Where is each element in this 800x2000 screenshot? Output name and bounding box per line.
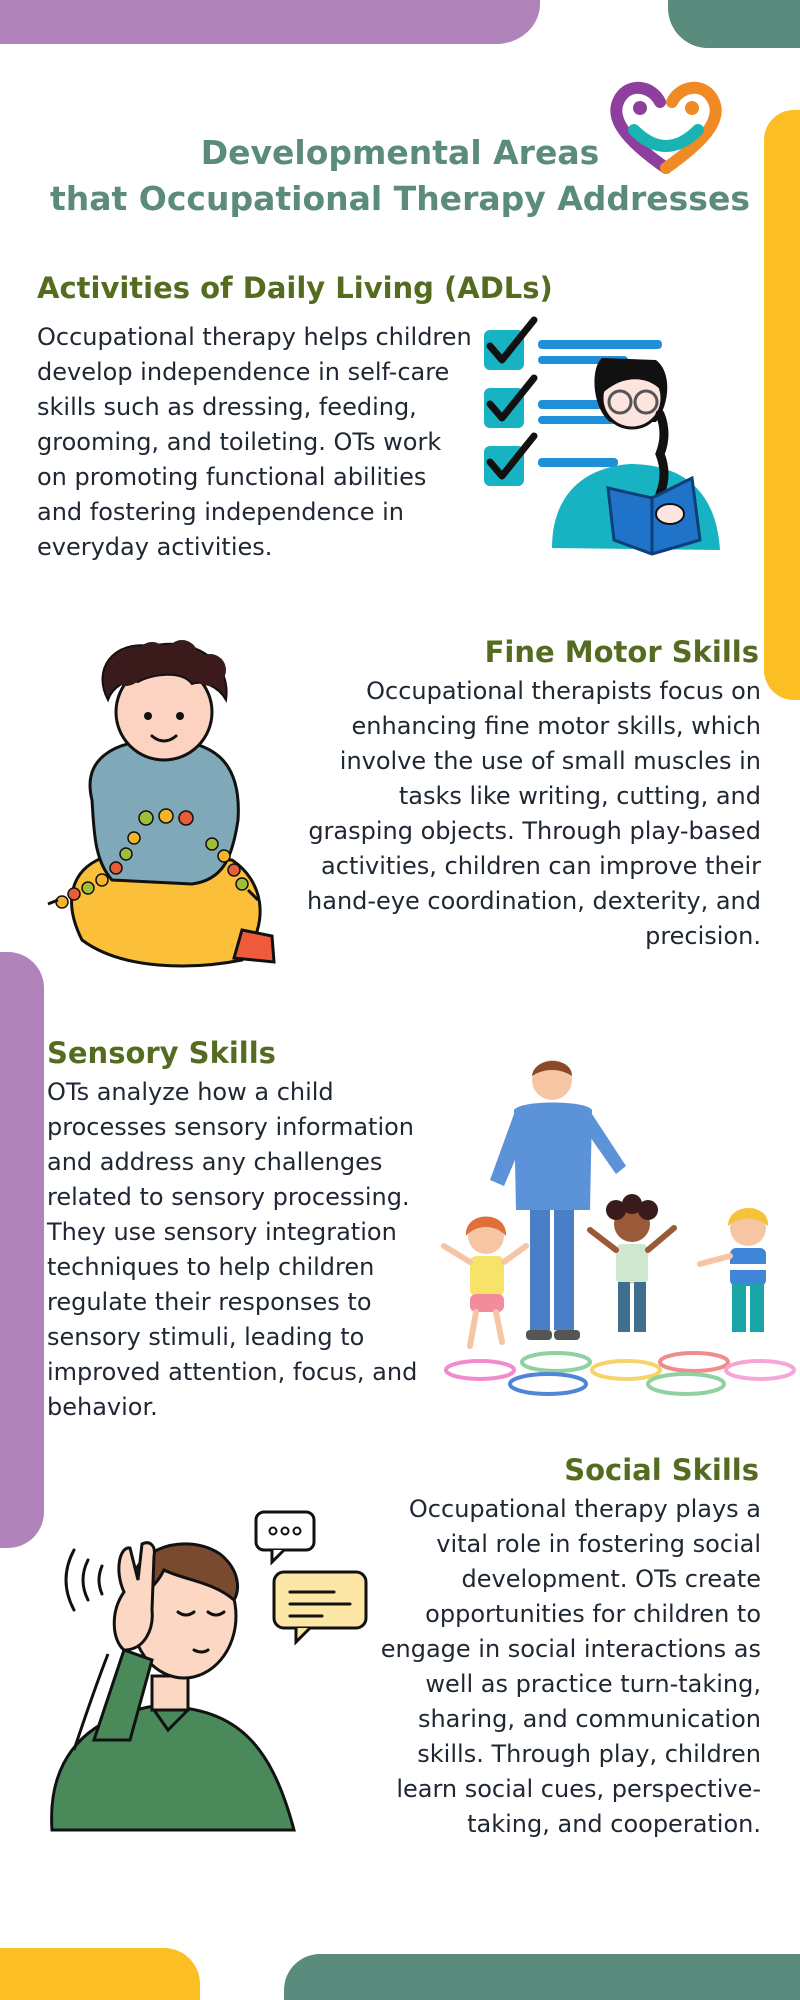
adl-text: Occupational therapy helps children develop independence in self-care skills such as dressing, feeding, grooming, and toileting. OTs work on promoting functional abilities and fostering independence in everyday activities. [37,323,472,561]
social-text: Occupational therapy plays a vital role in fostering social development. OTs create opportunities for children to engage in social interactions as well as practice turn-taking, sharing, and communication skills. Through play, children learn social cues, perspective-taking, and cooperation. [380,1495,761,1838]
title-line-1: Developmental Areas [200,133,600,172]
checklist-reading-woman-icon [480,318,760,568]
bottom-left-yellow-band [0,1948,200,2000]
man-listening-icon [44,1500,374,1840]
bottom-right-teal-band [284,1954,800,2000]
top-right-teal-band [668,0,800,48]
top-left-purple-band [0,0,540,44]
left-purple-bar [0,952,44,1548]
fine-motor-heading: Fine Motor Skills [484,635,759,669]
adl-heading: Activities of Daily Living (ADLs) [37,271,553,305]
therapist-with-children-icon [430,1050,800,1400]
fine-motor-text: Occupational therapists focus on enhancing fine motor skills, which involve the use of small muscles in tasks like writing, cutting, and grasping objects. Through play-based activities, children can improve their hand-eye coordination, dexterity, and precision. [307,677,761,950]
title-line-2: that Occupational Therapy Addresses [50,179,750,218]
child-with-beads-icon [42,640,302,990]
social-heading: Social Skills [564,1453,759,1487]
sensory-text: OTs analyze how a child processes sensory information and address any challenges related to sensory processing. They use sensory integration techniques to help children regulate their responses to sensory stimuli, leading to improved attention, focus, and behavior. [47,1078,418,1421]
page-title [0,130,800,222]
sensory-heading: Sensory Skills [47,1036,276,1070]
